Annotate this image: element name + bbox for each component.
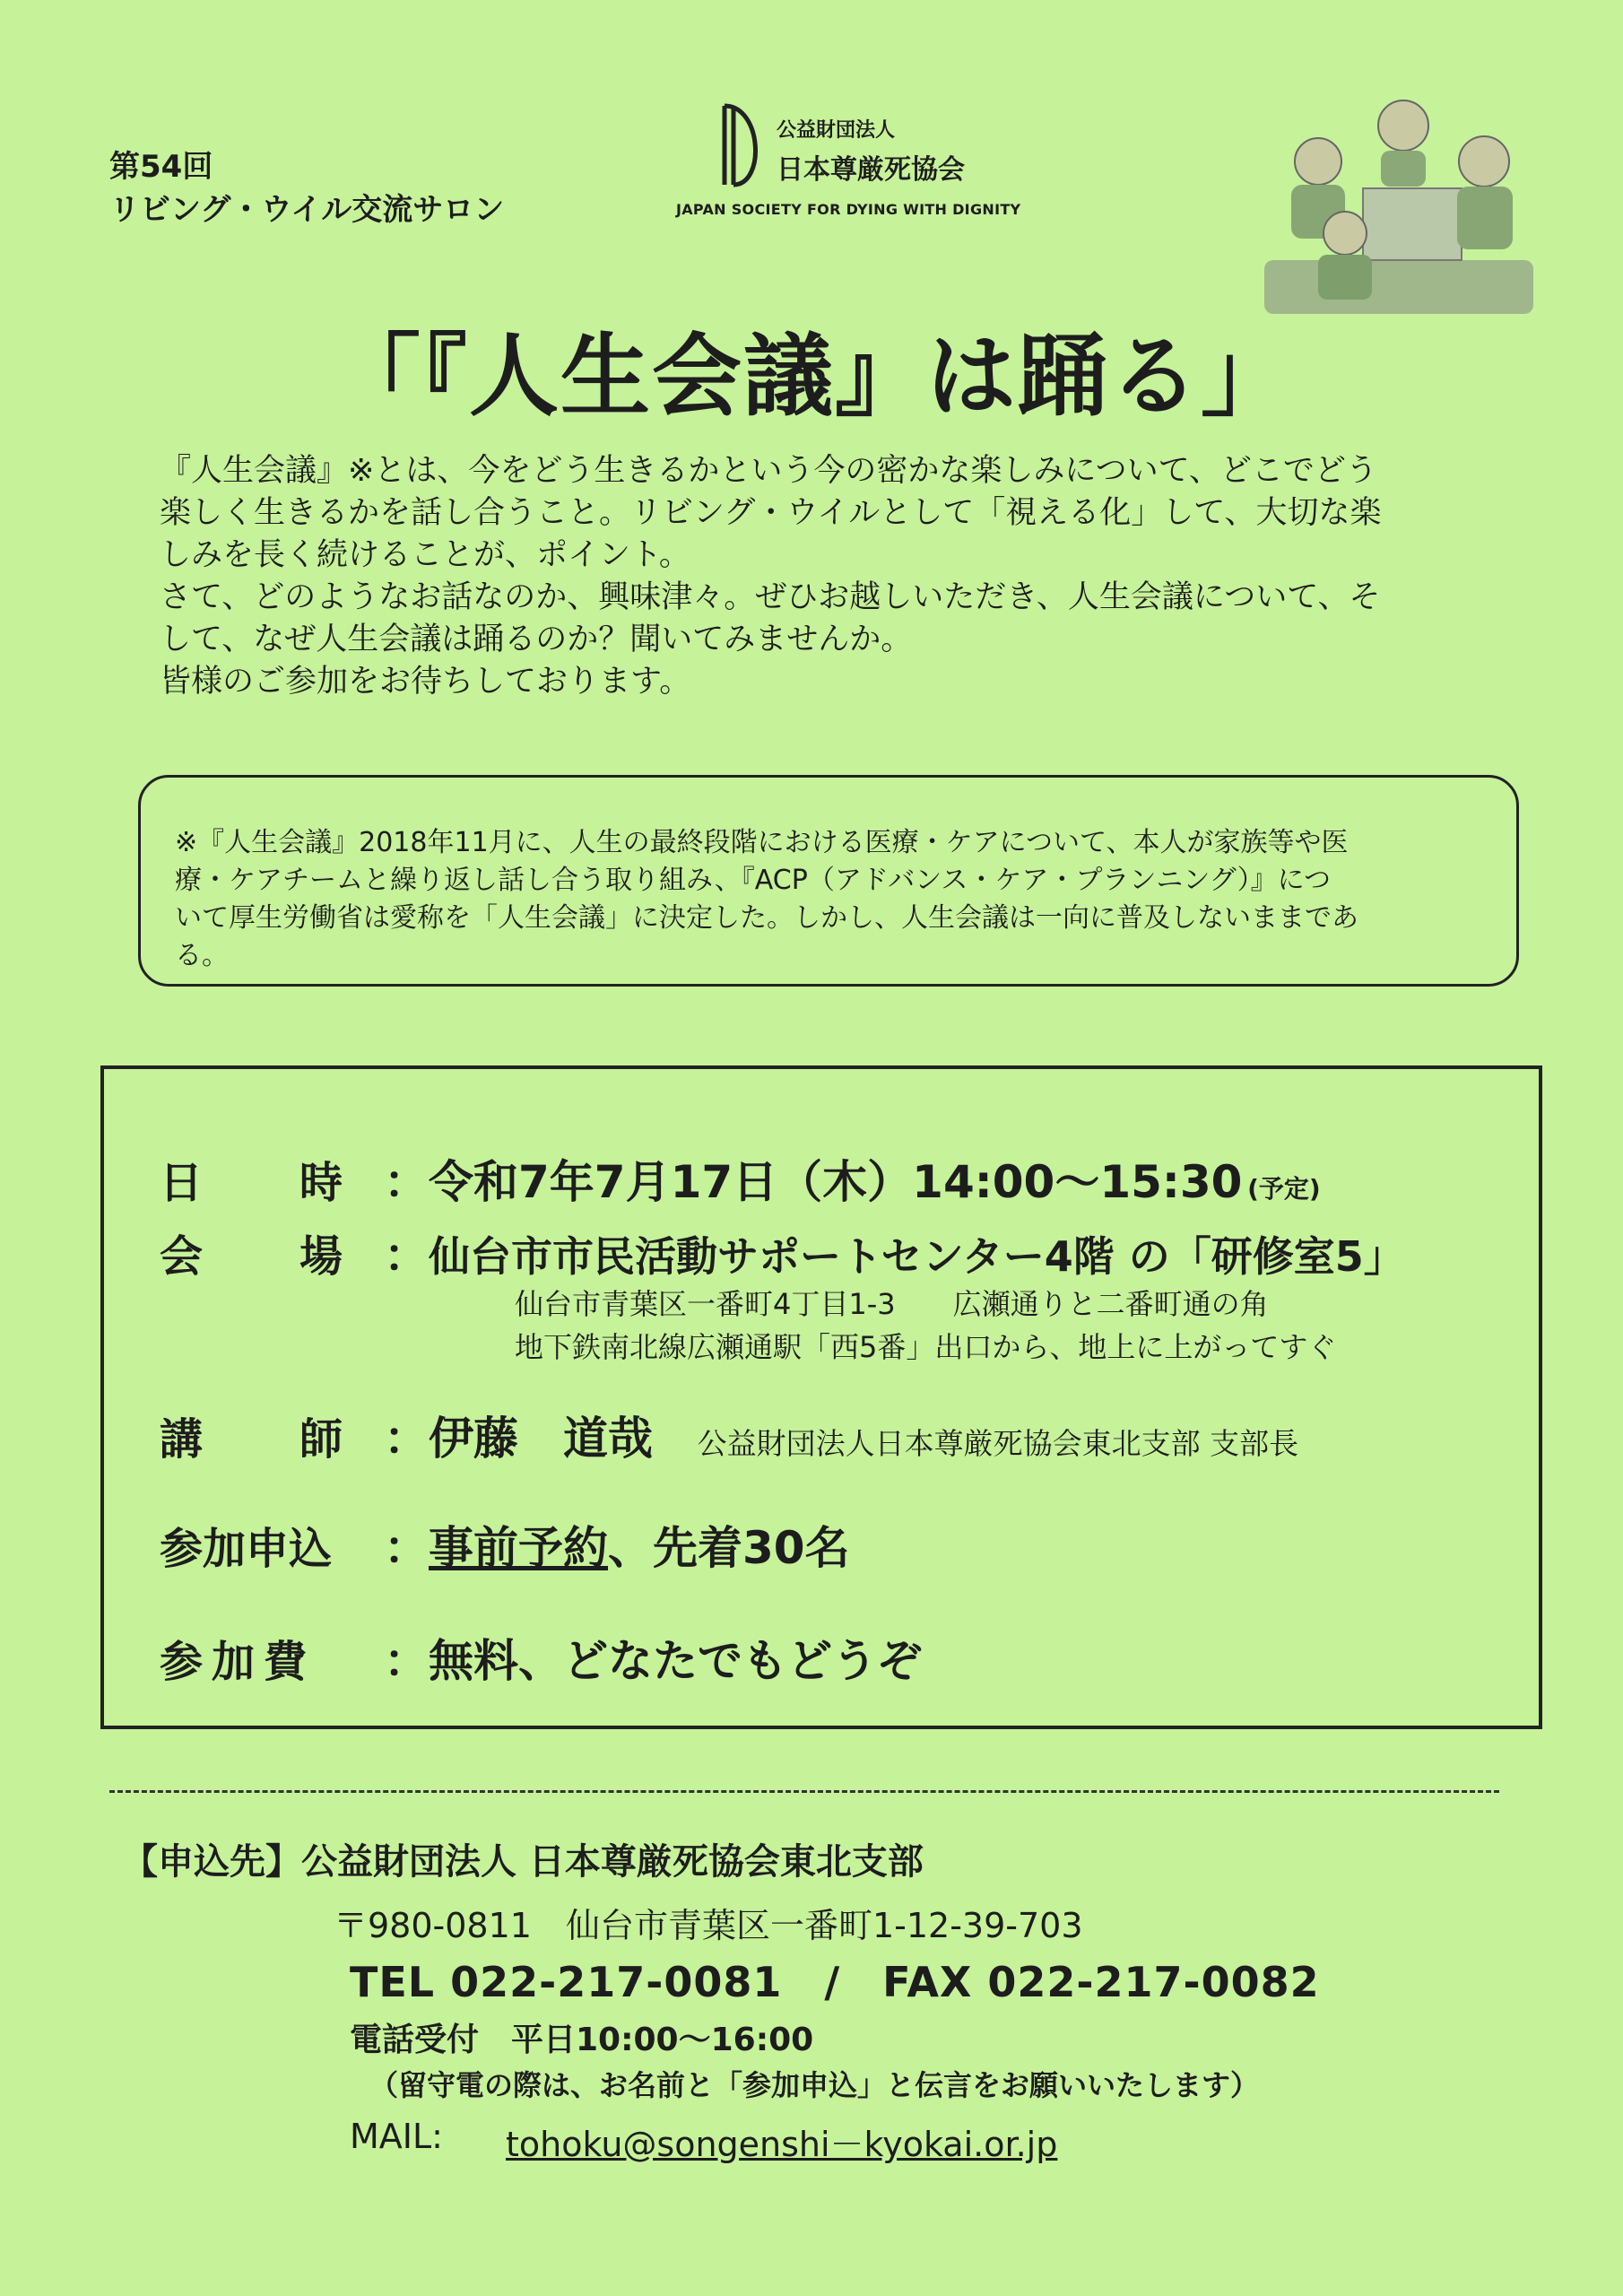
series-info (109, 145, 504, 231)
lecturer-title: 公益財団法人日本尊厳死協会東北支部 支部長 (697, 1426, 1299, 1461)
intro-line: さて、どのようなお話なのか、興味津々。ぜひお越しいただき、人生会議について、そ (160, 579, 1381, 615)
mail-link[interactable]: tohoku@songenshi－kyokai.or.jp (506, 2125, 1058, 2164)
mail-label: MAIL: (350, 2117, 443, 2156)
intro-line: しみを長く続けることが、ポイント。 (160, 537, 690, 573)
org-prefix: 公益財団法人 (777, 119, 896, 142)
event-details-box (100, 1065, 1542, 1729)
org-english-name: JAPAN SOCIETY FOR DYING WITH DIGNITY (676, 201, 1021, 218)
venue-label: 会 場 (160, 1231, 370, 1282)
note-line: ※『人生会議』2018年11月に、人生の最終段階における医療・ケアについて、本人が家族等や医 (175, 827, 1349, 858)
venue-address: 仙台市青葉区一番町4丁目1-3 広瀬通りと二番町通の角 (515, 1287, 1269, 1321)
venue-value: 仙台市市民活動サポートセンター4階 の「研修室5」 (429, 1232, 1405, 1281)
datetime-note: (予定) (1247, 1174, 1321, 1204)
lecturer-row: 講 師 ：伊藤 道哉 公益財団法人日本尊厳死協会東北支部 支部長 (160, 1403, 1298, 1467)
intro-line: 『人生会議』※とは、今をどう生きるかという今の密かな楽しみについて、どこでどう (160, 453, 1377, 489)
apply-row: 参加申込 ：事前予約、先着30名 (160, 1512, 850, 1577)
apply-label: 参加申込 (160, 1524, 333, 1574)
intro-line: して、なぜ人生会議は踊るのか？聞いてみませんか。 (160, 622, 913, 657)
lecturer-label: 講 師 (160, 1414, 370, 1465)
series-number: 第54回 (109, 149, 213, 185)
org-name: 日本尊厳死協会 (777, 154, 965, 186)
apply-value-underlined: 事前予約 (429, 1522, 608, 1574)
fee-value: 無料、どなたでもどうぞ (429, 1635, 922, 1687)
contact-heading: 【申込先】公益財団法人 日本尊厳死協会東北支部 (122, 1841, 924, 1883)
note-box (138, 775, 1519, 987)
people-around-table-illustration (1255, 90, 1542, 323)
fee-label: 参加費 (160, 1637, 317, 1687)
apply-value-rest: 、先着30名 (608, 1522, 850, 1574)
intro-line: 楽しく生きるかを話し合うこと。リビング・ウイルとして「視える化」して、大切な楽 (160, 495, 1382, 531)
event-title: 「『人生会議』は踊る」 (331, 324, 1292, 429)
series-name: リビング・ウイル交流サロン (109, 192, 505, 228)
datetime-label: 日 時 (160, 1158, 370, 1208)
dashed-divider (109, 1790, 1499, 1793)
fee-row: 参加費 ：無料、どなたでもどうぞ (160, 1625, 922, 1690)
contact-hours: 電話受付 平日10:00～16:00 (350, 2022, 814, 2058)
intro-line: 皆様のご参加をお待ちしております。 (160, 664, 691, 700)
datetime-row: 日 時 ：令和7年7月17日（木）14:00～15:30 (予定) (160, 1146, 1321, 1211)
note-line: る。 (175, 940, 229, 971)
venue-row: 会 場 ：仙台市市民活動サポートセンター4階 の「研修室5」 (160, 1220, 1405, 1284)
contact-tel-fax: TEL 022-217-0081 / FAX 022-217-0082 (350, 1958, 1320, 2006)
venue-access: 地下鉄南北線広瀬通駅「西5番」出口から、地上に上がってすぐ (515, 1330, 1337, 1364)
note-line: いて厚生労働省は愛称を「人生会議」に決定した。しかし、人生会議は一向に普及しないままであ (175, 902, 1358, 934)
contact-address: 〒980-0811 仙台市青葉区一番町1-12-39-703 (334, 1906, 1083, 1945)
intro-text (160, 450, 1523, 703)
note-line: 療・ケアチームと繰り返し話し合う取り組み、『ACP（アドバンス・ケア・プランニング）』につ (175, 865, 1332, 896)
voicemail-note: （留守電の際は、お名前と「参加申込」と伝言をお願いいたします） (369, 2068, 1260, 2102)
lecturer-name: 伊藤 道哉 (429, 1413, 653, 1465)
datetime-value: 令和7年7月17日（木）14:00～15:30 (429, 1156, 1243, 1208)
dignity-logo-icon (717, 100, 768, 190)
